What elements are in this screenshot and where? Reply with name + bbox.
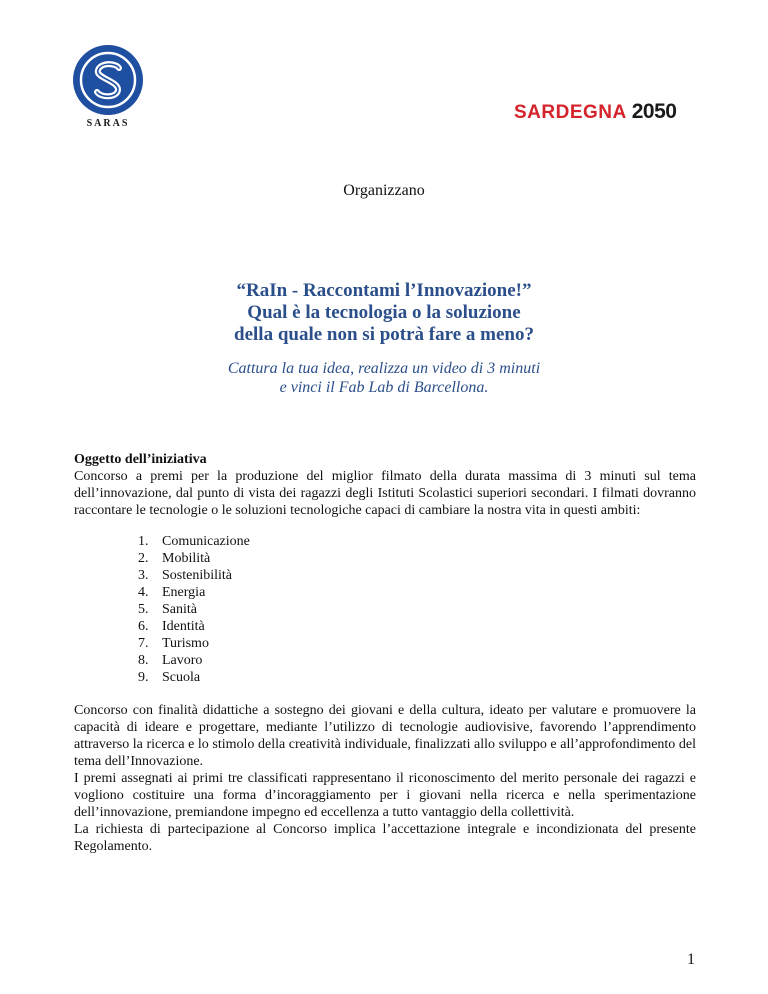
body-paragraph-2: I premi assegnati ai primi tre classificati rappresentano il riconoscimento del merito personale dei ragazzi e vogliono costituire una forma d’incoraggiamento per i giovani nella ricerca e nella sperimentazione dell’innovazione, premiandone impegno ed eccellenza a tutto vantaggio della collettività.: [74, 771, 696, 820]
list-item: 6. Identità: [138, 619, 205, 634]
page-title: [0, 280, 768, 346]
sardegna-logo-year: 2050: [631, 100, 677, 123]
body-paragraph-1: Concorso con finalità didattiche a sostegno dei giovani e della cultura, ideato per valutare e promuovere la capacità di ideare e progettare, mediante l’utilizzo di tecnologie audiovisive, favorendo l’apprendimento attraverso la ricerca e lo stimolo della creatività individuale, finalizzati allo sviluppo e all’approfondimento del tema dell’Innovazione.: [74, 703, 696, 769]
list-item: 3. Sostenibilità: [138, 568, 232, 583]
list-item: 5. Sanità: [138, 602, 197, 617]
main-content: [74, 451, 696, 855]
page-subtitle: [0, 359, 768, 397]
ambiti-list: [74, 533, 696, 686]
list-item: 8. Lavoro: [138, 653, 203, 668]
title-line-2: Qual è la tecnologia o la soluzione: [247, 302, 521, 323]
title-line-1: “RaIn - Raccontami l’Innovazione!”: [236, 280, 532, 301]
subtitle-line-2: e vinci il Fab Lab di Barcellona.: [279, 379, 489, 396]
list-item: 2. Mobilità: [138, 551, 211, 566]
sardegna-2050-logo: [514, 100, 676, 124]
list-item: 9. Scuola: [138, 670, 201, 685]
saras-logo-label: SARAS: [86, 118, 130, 129]
subtitle-line-1: Cattura la tua idea, realizza un video di 3 minuti: [227, 360, 541, 377]
title-line-3: della quale non si potrà fare a meno?: [234, 324, 534, 345]
body-paragraph-3: La richiesta di partecipazione al Concorso implica l’accettazione integrale e incondizionata del presente Regolamento.: [74, 822, 696, 854]
sardegna-logo-text: SARDEGNA: [514, 102, 627, 123]
saras-emblem-icon: [72, 44, 144, 116]
list-item: 7. Turismo: [138, 636, 209, 651]
section-heading: Oggetto dell’iniziativa: [74, 452, 207, 467]
saras-logo: [72, 44, 144, 130]
list-item: 1. Comunicazione: [138, 534, 250, 549]
organizers-label: Organizzano: [343, 182, 425, 199]
intro-paragraph: Concorso a premi per la produzione del miglior filmato della durata massima di 3 minuti sul tema dell’innovazione, dal punto di vista dei ragazzi degli Istituti Scolastici superiori secondari. I filmati dovranno raccontare le tecnologie o le soluzioni tecnologiche capaci di cambiare la nostra vita in questi ambiti:: [74, 469, 696, 518]
list-item: 4. Energia: [138, 585, 206, 600]
page-number: 1: [687, 951, 695, 968]
